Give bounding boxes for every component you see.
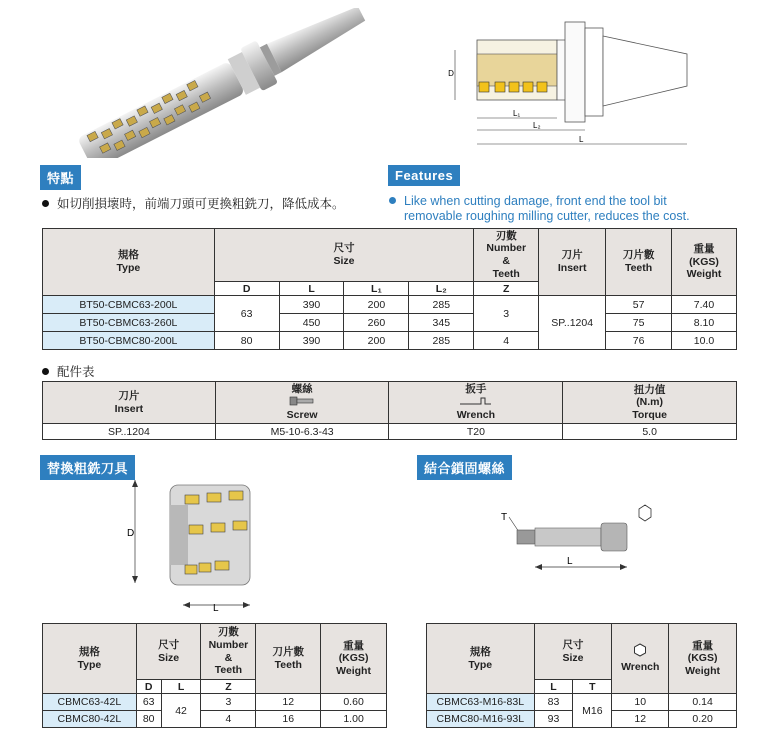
z-cell: 4 — [201, 711, 256, 728]
diagram-label-l: L — [579, 135, 584, 144]
acc-screw-cell: M5-10-6.3-43 — [215, 424, 389, 440]
header-number-teeth: 刃數 Number & Teeth — [474, 229, 539, 282]
teeth-cell: 76 — [606, 332, 672, 350]
table-row — [43, 694, 387, 711]
acc-torque-cell: 5.0 — [563, 424, 737, 440]
feature-text-en-1: Like when cutting damage, front end the tool bit — [404, 194, 667, 208]
screw-header-type: 規格 Type — [427, 624, 535, 694]
t-cell: M16 — [573, 694, 612, 728]
type-cell: CBMC80-42L — [43, 711, 137, 728]
main-spec-table — [42, 228, 737, 350]
l-cell: 83 — [534, 694, 573, 711]
hex-wrench-icon — [633, 643, 647, 657]
type-cell: BT50-CBMC63-260L — [43, 314, 215, 332]
cutter-label-l: L — [213, 603, 219, 614]
wrench-cell: 12 — [612, 711, 669, 728]
z-cell: 3 — [201, 694, 256, 711]
weight-cell: 8.10 — [672, 314, 737, 332]
feature-text-en-2: removable roughing milling cutter, reduces the cost. — [404, 209, 690, 223]
table-row — [43, 314, 737, 332]
z-cell: 4 — [474, 332, 539, 350]
l-cell: 450 — [279, 314, 344, 332]
weight-cell: 0.20 — [669, 711, 737, 728]
header-size: 尺寸 Size — [214, 229, 474, 282]
wrench-cell: 10 — [612, 694, 669, 711]
header-weight: 重量 (KGS) Weight — [672, 229, 737, 296]
cutter-subheader-l: L — [161, 680, 201, 694]
acc-header-insert: 刀片 Insert — [43, 382, 216, 424]
l2-cell: 345 — [409, 314, 474, 332]
l2-cell: 285 — [409, 332, 474, 350]
accessories-heading — [42, 362, 95, 380]
accessories-title: 配件表 — [57, 365, 95, 379]
screw-icon — [289, 396, 315, 406]
type-cell: BT50-CBMC63-200L — [43, 296, 215, 314]
bullet-icon — [42, 200, 49, 207]
subheader-l1: L₁ — [344, 282, 409, 296]
l2-cell: 285 — [409, 296, 474, 314]
cutter-header-type: 規格 Type — [43, 624, 137, 694]
l-cell: 390 — [279, 332, 344, 350]
z-cell: 3 — [474, 296, 539, 332]
acc-header-screw: 螺絲 Screw — [215, 382, 389, 424]
replace-cutter-title: 替換粗銑刀具 — [40, 455, 135, 480]
accessory-table — [42, 381, 737, 440]
header-insert-count: 刀片數 Teeth — [606, 229, 672, 296]
type-cell: CBMC80-M16-93L — [427, 711, 535, 728]
subheader-z: Z — [474, 282, 539, 296]
table-row — [43, 332, 737, 350]
feature-title-en: Features — [388, 165, 460, 186]
l1-cell: 260 — [344, 314, 409, 332]
l1-cell: 200 — [344, 332, 409, 350]
acc-header-wrench: 扳手 Wrench — [389, 382, 563, 424]
type-cell: BT50-CBMC80-200L — [43, 332, 215, 350]
screw-table — [426, 623, 737, 728]
screw-section-title: 結合鎖固螺絲 — [417, 455, 512, 480]
feature-item-en — [389, 194, 690, 224]
diagram-label-d: D — [448, 69, 454, 78]
d-cell: 80 — [214, 332, 279, 350]
subheader-d: D — [214, 282, 279, 296]
cutter-subheader-d: D — [136, 680, 161, 694]
acc-wrench-cell: T20 — [389, 424, 563, 440]
cutter-table — [42, 623, 387, 728]
table-row — [43, 296, 737, 314]
weight-cell: 0.14 — [669, 694, 737, 711]
weight-cell: 1.00 — [321, 711, 387, 728]
subheader-l2: L₂ — [409, 282, 474, 296]
teeth-cell: 57 — [606, 296, 672, 314]
screw-subheader-l: L — [534, 680, 573, 694]
l1-cell: 200 — [344, 296, 409, 314]
tool-photo — [78, 8, 368, 158]
header-type: 規格 Type — [43, 229, 215, 296]
screw-header-wrench: Wrench — [612, 624, 669, 694]
table-row — [427, 694, 737, 711]
wrench-icon — [459, 396, 493, 406]
l-cell: 93 — [534, 711, 573, 728]
l-cell: 390 — [279, 296, 344, 314]
teeth-cell: 16 — [256, 711, 321, 728]
table-row — [43, 424, 737, 440]
feature-text-zh: 如切削損壞時，前端刀頭可更換粗銑刀，降低成本。 — [57, 197, 345, 211]
header-insert: 刀片 Insert — [539, 229, 606, 296]
table-row — [43, 711, 387, 728]
cutter-header-size: 尺寸 Size — [136, 624, 201, 680]
cutter-head-diagram — [125, 475, 270, 615]
acc-insert-cell: SP..1204 — [43, 424, 216, 440]
cutter-subheader-z: Z — [201, 680, 256, 694]
weight-cell: 7.40 — [672, 296, 737, 314]
d-cell: 63 — [136, 694, 161, 711]
cutter-label-d: D — [127, 528, 135, 539]
feature-title-zh: 特點 — [40, 165, 81, 190]
feature-item-zh — [42, 194, 345, 212]
teeth-cell: 75 — [606, 314, 672, 332]
cutter-header-insert-count: 刀片數 Teeth — [256, 624, 321, 694]
bullet-icon — [389, 197, 396, 204]
bullet-icon — [42, 368, 49, 375]
subheader-l: L — [279, 282, 344, 296]
screw-subheader-t: T — [573, 680, 612, 694]
screw-header-weight: 重量 (KGS) Weight — [669, 624, 737, 694]
screw-header-size: 尺寸 Size — [534, 624, 612, 680]
screw-diagram — [495, 495, 665, 575]
tool-diagram — [445, 10, 695, 155]
d-cell: 63 — [214, 296, 279, 332]
diagram-label-l1: L₁ — [513, 109, 521, 118]
weight-cell: 10.0 — [672, 332, 737, 350]
cutter-header-number-teeth: 刃數 Number & Teeth — [201, 624, 256, 680]
teeth-cell: 12 — [256, 694, 321, 711]
insert-cell: SP..1204 — [539, 296, 606, 350]
l-cell: 42 — [161, 694, 201, 728]
screw-label-l: L — [567, 556, 573, 567]
diagram-label-l2: L₂ — [533, 121, 541, 130]
cutter-header-weight: 重量 (KGS) Weight — [321, 624, 387, 694]
weight-cell: 0.60 — [321, 694, 387, 711]
type-cell: CBMC63-42L — [43, 694, 137, 711]
d-cell: 80 — [136, 711, 161, 728]
acc-header-torque: 扭力值 (N.m) Torque — [563, 382, 737, 424]
type-cell: CBMC63-M16-83L — [427, 694, 535, 711]
screw-label-t: T — [501, 512, 508, 523]
